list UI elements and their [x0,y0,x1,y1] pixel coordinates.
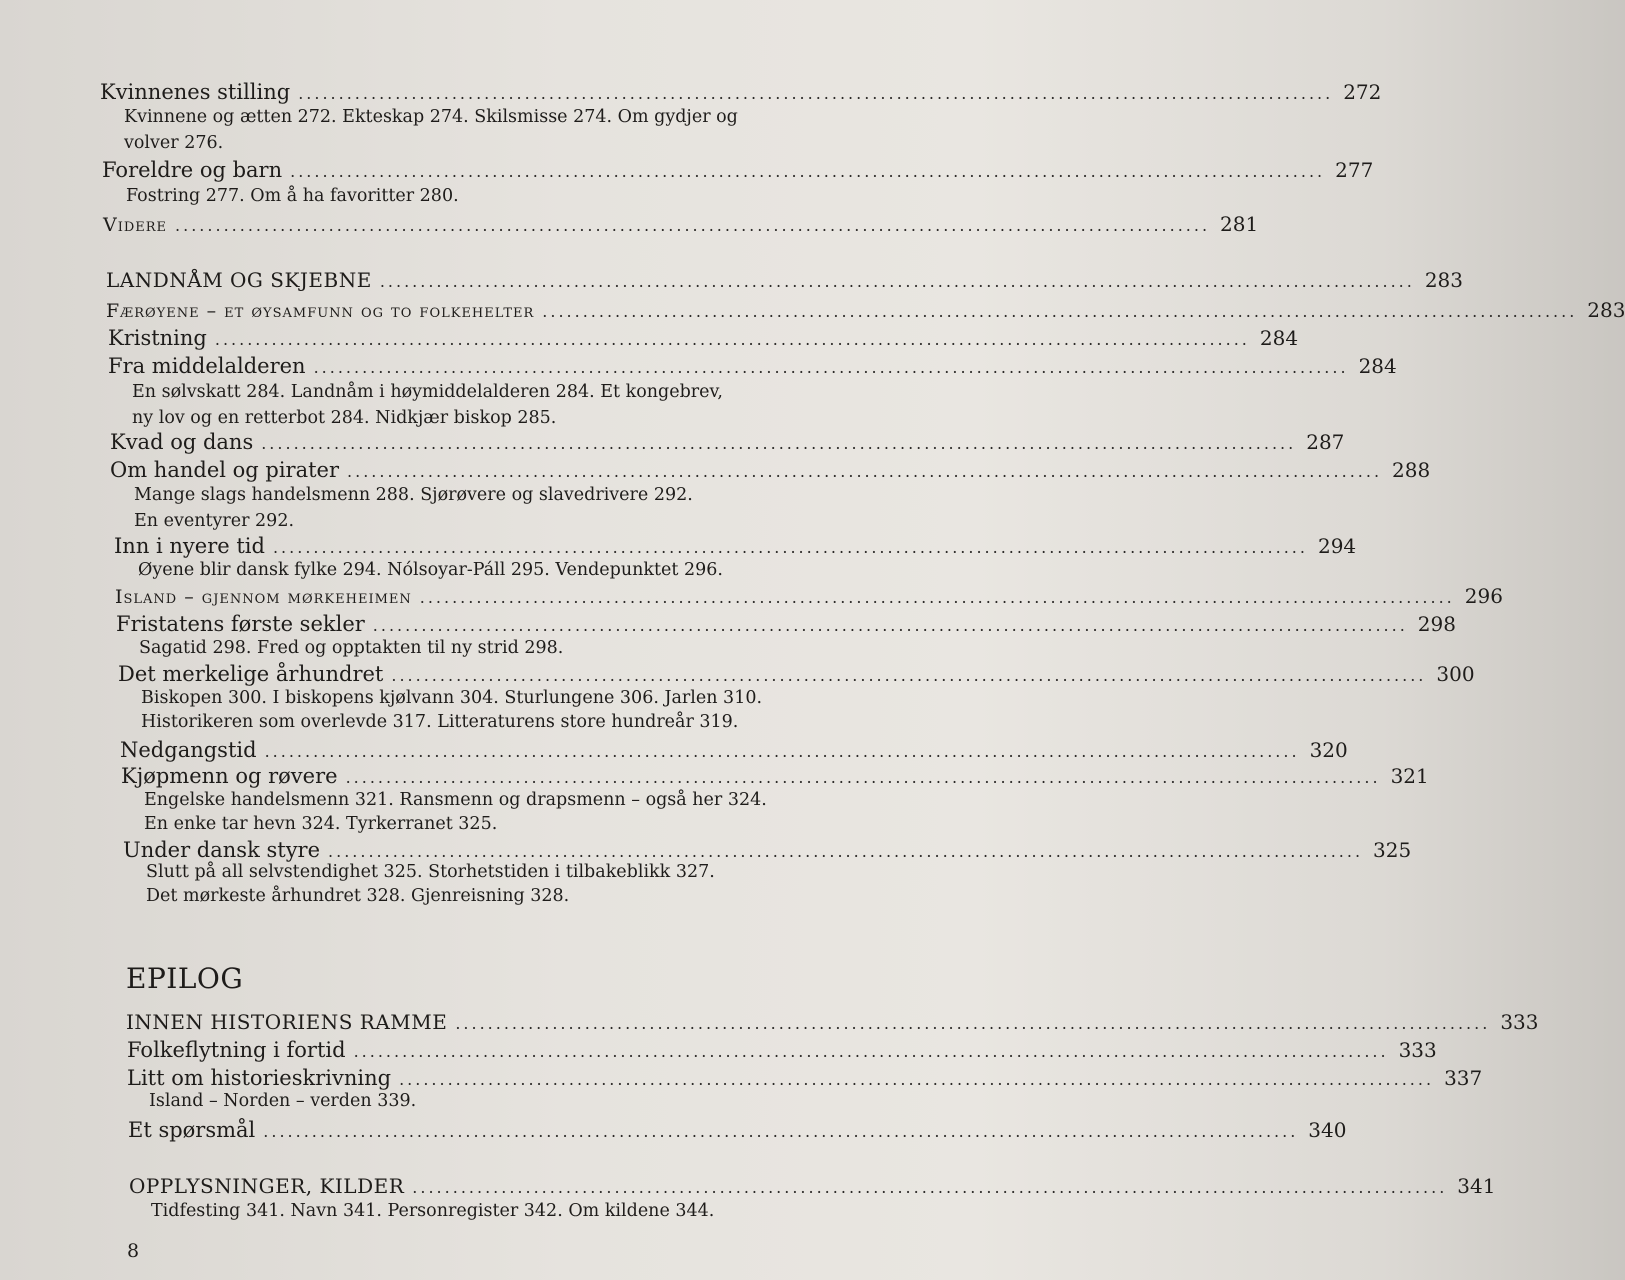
toc-subentries: Biskopen 300. I biskopens kjølvann 304. Sturlungene 306. Jarlen 310. [141,688,763,708]
toc-entry-title: Kvad og dans [110,430,254,454]
toc-entry-title: Kvinnenes stilling [100,80,291,104]
toc-section-title: INNEN HISTORIENS RAMME [126,1010,448,1034]
dot-leader: ................................................................................................................................ [175,216,1211,235]
toc-page-number: 320 [1309,738,1348,762]
toc-entry-title: Kjøpmenn og røvere [121,764,338,788]
toc-page-number: 333 [1500,1010,1539,1034]
toc-entry-title: Fra middelalderen [108,354,306,378]
toc-section-title: LANDNÅM OG SKJEBNE [106,268,372,292]
toc-subentries: Kvinnene og ætten 272. Ekteskap 274. Skilsmisse 274. Om gydjer og [124,107,738,127]
toc-entry-title: Litt om historieskrivning [127,1066,392,1090]
toc-page-number: 294 [1317,534,1357,558]
toc-section-title: OPPLYSNINGER, KILDER [129,1174,405,1198]
toc-entry-landnam [106,268,1464,296]
toc-page-number: 281 [1220,212,1259,236]
toc-entry-island [115,584,1503,612]
toc-entry-title: Island – gjennom mørkeheimen [115,586,412,608]
toc-page-number: 296 [1464,584,1503,608]
dot-leader: ................................................................................................................................ [419,588,1455,607]
dot-leader: ................................................................................................................................ [412,1178,1448,1197]
toc-entry-kvinnenes [100,80,1382,108]
dot-leader: ................................................................................................................................ [272,538,1308,557]
epilog-heading: EPILOG [126,962,244,995]
dot-leader: ................................................................................................................................ [379,272,1415,291]
toc-subentries: Island – Norden – verden 339. [149,1091,417,1111]
toc-entry-foreldre [102,158,1374,186]
toc-subentries: Øyene blir dansk fylke 294. Nólsoyar-Páll 295. Vendepunktet 296. [138,560,723,580]
toc-page-number: 341 [1457,1174,1496,1198]
toc-entry-title: Et spørsmål [128,1118,256,1142]
toc-subentries: En eventyrer 292. [134,511,295,531]
dot-leader: ................................................................................................................................ [290,162,1326,181]
toc-page-number: 337 [1444,1066,1483,1090]
toc-page-number: 287 [1306,430,1345,454]
toc-page-number: 283 [1587,298,1625,322]
toc-entry-title: Videre [103,214,168,236]
toc-entry-title: Inn i nyere tid [114,534,265,558]
toc-page-number: 283 [1424,268,1464,292]
toc-entry-title: Nedgangstid [120,738,257,762]
dot-leader: ................................................................................................................................ [261,434,1297,453]
toc-entry-title: Færøyene – et øysamfunn og to folkehelter [106,300,535,322]
toc-entry-handel [110,458,1431,486]
dot-leader: ................................................................................................................................ [264,742,1300,761]
dot-leader: ................................................................................................................................ [542,302,1578,321]
toc-page-number: 284 [1358,354,1397,378]
toc-page-number: 277 [1335,158,1374,182]
toc-page-number: 340 [1308,1118,1347,1142]
dot-leader: ................................................................................................................................ [391,666,1427,685]
toc-subentries: volver 276. [124,133,224,153]
dot-leader: ................................................................................................................................ [345,768,1381,787]
toc-entry-title: Folkeflytning i fortid [127,1038,346,1062]
toc-entry-videre [103,212,1259,240]
toc-entry-title: Fristatens første sekler [116,612,365,636]
page-number: 8 [127,1240,140,1262]
toc-subentries: Sagatid 298. Fred og opptakten til ny strid 298. [139,638,564,658]
dot-leader: ................................................................................................................................ [353,1042,1389,1061]
toc-entry-kvad [110,430,1345,458]
toc-page-number: 298 [1417,612,1456,636]
toc-entry-title: Om handel og pirater [110,458,340,482]
toc-entry-middelalderen [108,354,1397,382]
toc-entry-nedgangstid [120,738,1348,766]
toc-subentries: Engelske handelsmenn 321. Ransmenn og drapsmenn – også her 324. [144,790,767,810]
dot-leader: ................................................................................................................................ [372,616,1408,635]
dot-leader: ................................................................................................................................ [214,330,1250,349]
toc-entry-opplysninger [129,1174,1496,1202]
toc-page-number: 272 [1343,80,1382,104]
toc-subentries: Slutt på all selvstendighet 325. Storhetstiden i tilbakeblikk 327. [146,862,715,882]
toc-entry-sporsmal [128,1118,1347,1146]
toc-entry-title: Foreldre og barn [102,158,283,182]
toc-entry-title: Kristning [108,326,207,350]
dot-leader: ................................................................................................................................ [263,1122,1299,1141]
toc-subentries: Historikeren som overlevde 317. Litteraturens store hundreår 319. [141,712,739,732]
toc-page-number: 333 [1398,1038,1437,1062]
toc-entry-title: Under dansk styre [123,838,321,862]
toc-entry-innen [126,1010,1539,1038]
dot-leader: ................................................................................................................................ [455,1014,1491,1033]
dot-leader: ................................................................................................................................ [328,842,1364,861]
dot-leader: ................................................................................................................................ [298,84,1334,103]
toc-subentries: Mange slags handelsmenn 288. Sjørøvere og slavedrivere 292. [134,485,693,505]
toc-subentries: Tidfesting 341. Navn 341. Personregister 342. Om kildene 344. [151,1201,715,1221]
toc-page-number: 288 [1392,458,1431,482]
toc-entry-folkeflytning [127,1038,1437,1066]
toc-subentries: En sølvskatt 284. Landnåm i høymiddelalderen 284. Et kongebrev, [132,382,723,402]
dot-leader: ................................................................................................................................ [347,462,1383,481]
dot-leader: ................................................................................................................................ [313,358,1349,377]
toc-subentries: Fostring 277. Om å ha favoritter 280. [126,186,459,206]
toc-page-number: 325 [1373,838,1412,862]
toc-subentries: En enke tar hevn 324. Tyrkerranet 325. [144,814,498,834]
toc-subentries: Det mørkeste århundret 328. Gjenreisning 328. [146,886,570,906]
toc-entry-faeroyene [106,298,1625,326]
toc-page-number: 300 [1436,662,1475,686]
toc-entry-title: Det merkelige århundret [118,662,384,686]
toc-subentries: ny lov og en retterbot 284. Nidkjær biskop 285. [132,408,557,428]
toc-page-number: 284 [1259,326,1299,350]
toc-entry-kristning [108,326,1299,354]
dot-leader: ................................................................................................................................ [399,1070,1435,1089]
toc-page-number: 321 [1390,764,1429,788]
